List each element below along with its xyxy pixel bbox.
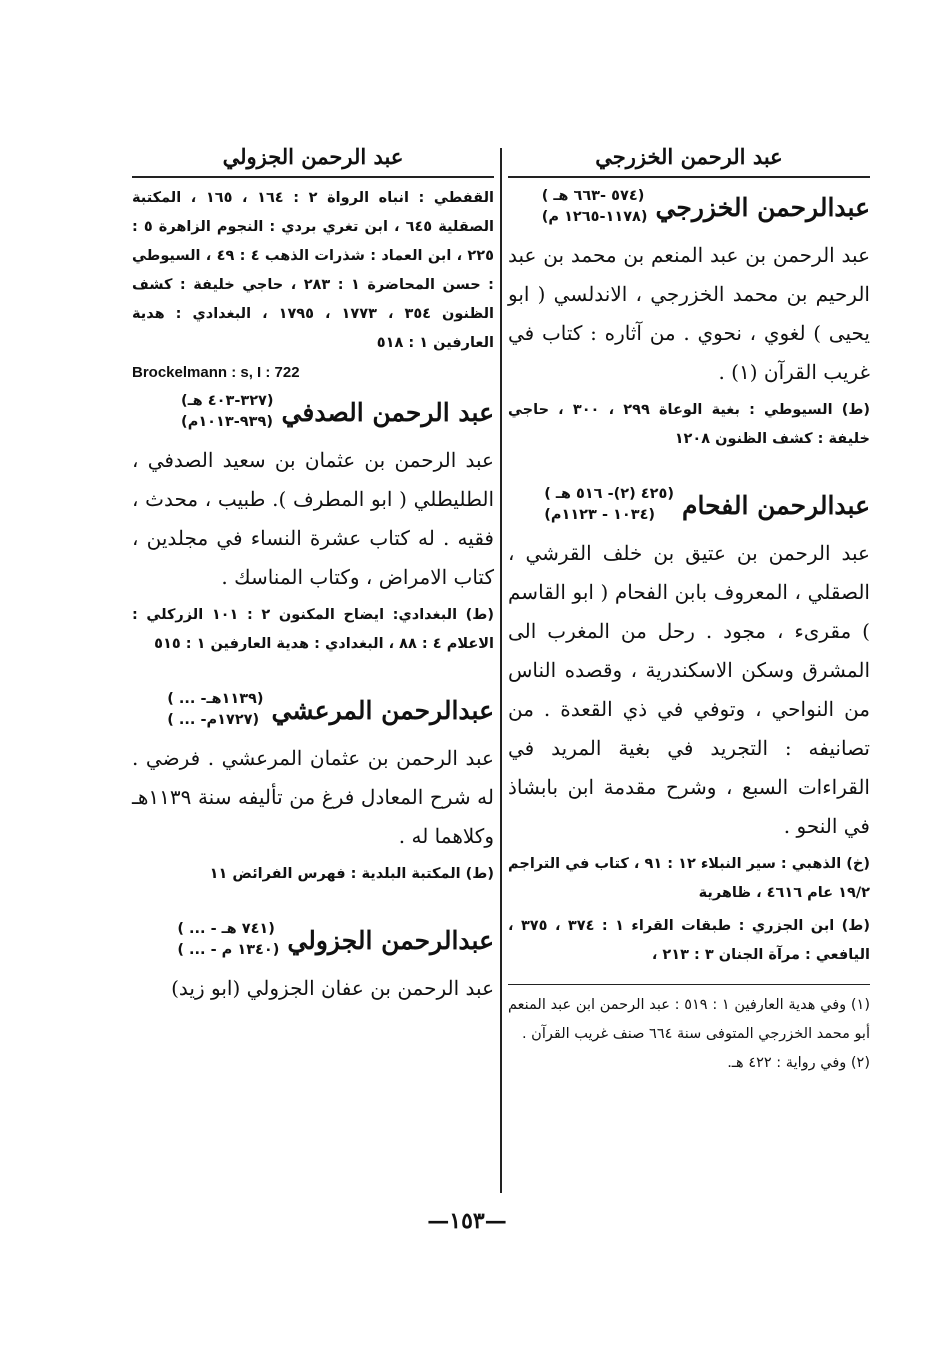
column-divider (500, 148, 502, 1193)
header-rule (508, 176, 870, 178)
entry-dates (544, 484, 674, 526)
entry-body: عبد الرحمن بن عثمان بن سعيد الصدفي ، الطليطلي ( ابو المطرف ). طبيب ، محدث ، فقيه . له كتاب عشرة النساء في مجلدين ، كتاب الامراض ، وكتاب المناسك . (132, 448, 494, 589)
entry-body: عبد الرحمن بن عفان الجزولي (ابو زيد) (171, 976, 494, 1000)
entry-name: عبدالرحمن الفحام (681, 490, 870, 520)
footnote: (١) وفي هدية العارفين ١ : ٥١٩ : عبد الرحمن ابن عبد المنعم أبو محمد الخزرجي المتوفى سنة ٦٦٤ صنف غريب القرآن . (508, 997, 870, 1042)
entry-dates (177, 919, 279, 961)
entry-marashi (132, 689, 494, 889)
entry-dates (167, 689, 263, 731)
entry-references: (خ) الذهبي : سير النبلاء ١٢ : ٩١ ، كتاب في التراجم ١٩/٢ عام ٤٦١٦ ، ظاهرية (508, 856, 870, 901)
entry-dates (542, 186, 648, 228)
header-rule (132, 176, 494, 178)
footnote-rule (508, 984, 870, 985)
hijri-dates: ( ٤٢٥ (٢)- ٥١٦ هـ) (544, 486, 674, 502)
left-column (132, 140, 494, 1008)
entry-body: عبد الرحمن بن عبد المنعم بن محمد بن عبد الرحيم بن محمد الخزرجي ، الاندلسي ( ابو يحيى ) لغوي ، نحوي . من آثاره : كتاب في غريب القرآن (١) . (508, 243, 870, 384)
entry-name: عبدالرحمن المرعشي (271, 695, 494, 725)
entry-dates (181, 391, 274, 433)
gregorian-dates: (١١٧٨-١٢٦٥ م) (541, 209, 648, 225)
hijri-dates: (٣٢٧-٤٠٣ هـ) (181, 393, 274, 409)
entry-references: (ط) البغدادي: ايضاح المكنون ٢ : ١٠١ الزركلي : الاعلام ٤ : ٨٨ ، البغدادي : هدية العارفين ١ : ٥١٥ (132, 607, 494, 652)
entry-heading (132, 391, 494, 433)
gregorian-dates: (١٠٣٤ - ١١٢٣م) (544, 507, 656, 523)
entry-references: (ط) المكتبة البلدية : فهرس الفرائض ١١ (209, 866, 494, 882)
entry-heading (508, 186, 870, 228)
latin-reference: Brockelmann : s, I : 722 (132, 364, 300, 381)
entry-name: عبدالرحمن الجزولي (287, 925, 494, 955)
hijri-dates: ( ... -١١٣٩هـ) (167, 691, 264, 707)
hijri-dates: ( ... - ٧٤١ هـ) (177, 921, 275, 937)
entry-references: (ط) السيوطي : بغية الوعاة ٢٩٩ ، ٣٠٠ ، حاجي خليفة : كشف الظنون ١٢٠٨ (508, 402, 871, 447)
entry-name: عبدالرحمن الخزرجي (655, 192, 870, 222)
gregorian-dates: ( ... -١٧٢٧م) (167, 712, 260, 728)
entry-name: عبد الرحمن الصدفي (281, 397, 494, 427)
entry-heading (132, 689, 494, 731)
entry-fahham (508, 484, 870, 970)
entry-khazraji (508, 186, 870, 454)
entry-heading (508, 484, 870, 526)
gregorian-dates: ( ... - ١٣٤٠ م) (177, 942, 280, 958)
continued-references: القفطي : انباه الرواة ٢ : ١٦٤ ، ١٦٥ ، المكتبة الصقلية ٦٤٥ ، ابن تغري بردي : النجوم الزاهرة ٥ : ٢٢٥ ، ابن العماد : شذرات الذهب ٤ : ٤٩ ، السيوطي : حسن المحاضرة ١ : ٢٨٣ ، حاجي خليفة : كشف الظنون ٣٥٤ ، ١٧٧٣ ، ١٧٩٥ ، البغدادي : هدية العارفين ١ : ٥١٨ (132, 190, 495, 351)
entry-body: عبد الرحمن بن عثمان المرعشي . فرضي . له شرح المعادل فرغ من تأليفه سنة ١١٣٩هـ وكلاهما له . (132, 746, 494, 848)
footnote: (٢) وفي رواية : ٤٢٢ هـ. (727, 1055, 870, 1071)
entry-body: عبد الرحمن بن عتيق بن خلف القرشي ، الصقلي ، المعروف بابن الفحام ( ابو القاسم ) مقرىء ، مجود . رحل من المغرب الى المشرق وسكن الاسكندرية ، وقصده الناس من النواحي ، وتوفي في ذي القعدة . من تصانيفه : التجريد في بغية المريد في القراءات السبع ، وشرح مقدمة ابن بابشاذ في النحو . (508, 541, 870, 838)
page-number: —١٥٣— (427, 1208, 507, 1234)
left-column-header: عبد الرحمن الجزولي (222, 144, 404, 169)
entry-sadafi (132, 391, 494, 659)
hijri-dates: ( ٥٧٤ -٦٦٣ هـ) (541, 188, 645, 204)
gregorian-dates: (٩٣٩-١٠١٣م) (181, 414, 273, 430)
right-column-header: عبد الرحمن الخزرجي (595, 144, 783, 169)
right-column (508, 140, 870, 1078)
entry-heading (132, 919, 494, 961)
entry-references: (ط) ابن الجزري : طبقات القراء ١ : ٣٧٤ ، ٣٧٥ ، اليافعي : مرآة الجنان ٣ : ٢١٣ ، (508, 918, 870, 963)
entry-jazuli (132, 919, 494, 1008)
